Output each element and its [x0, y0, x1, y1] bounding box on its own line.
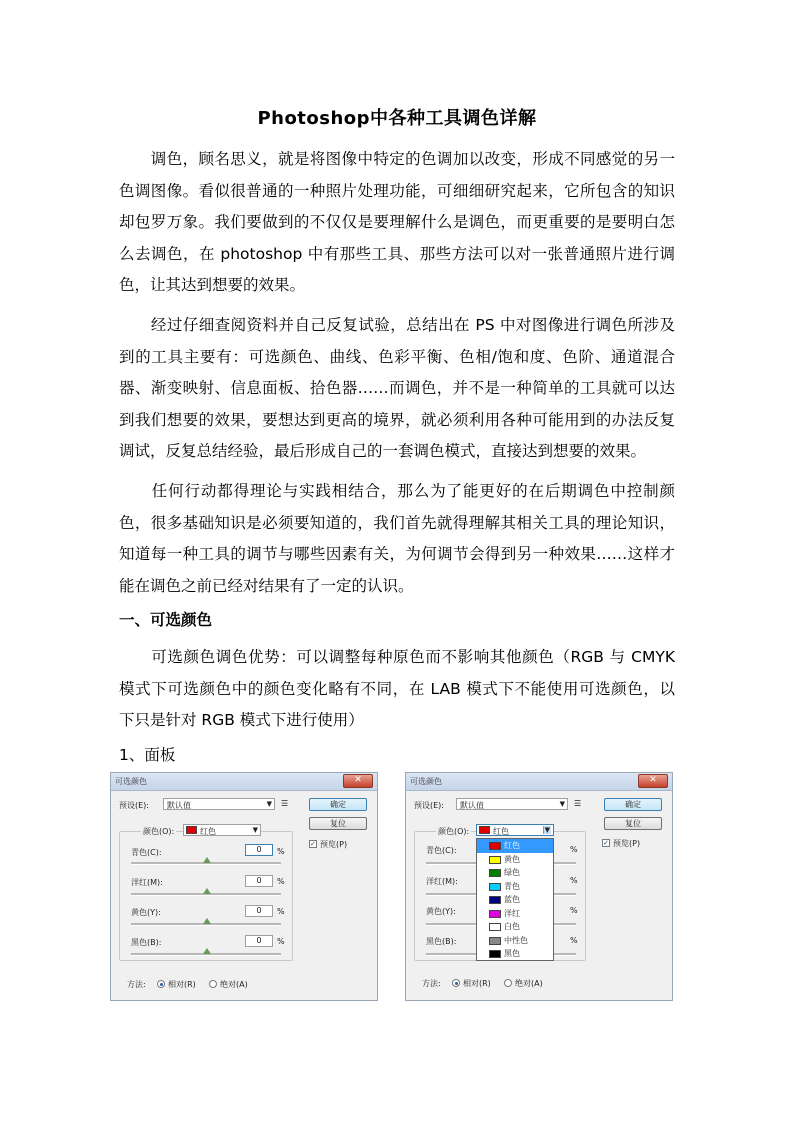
black-label: 黑色(B): — [131, 938, 162, 947]
preview-checkbox[interactable]: ✓ — [603, 839, 609, 847]
colors-value: 红色 — [200, 827, 216, 836]
text-line: 经过仔细查阅资料并自己反复试验，总结出在 PS 中对图像进行调色所涉及 — [119, 316, 675, 334]
swatch-icon — [489, 856, 501, 864]
colors-select[interactable] — [476, 824, 554, 836]
reset-button[interactable]: 复位 — [604, 817, 662, 830]
ok-button[interactable]: 确定 — [604, 798, 662, 811]
text-line: 到我们想要的效果，要想达到更高的境界，就必须利用各种可能用到的办法反复 — [119, 410, 675, 429]
text-line: 色调图像。看似很普通的一种照片处理功能，可细细研究起来，它所包含的知识 — [119, 181, 675, 200]
red-swatch — [186, 826, 197, 834]
percent-sign: % — [277, 907, 285, 916]
percent-sign: % — [570, 876, 578, 885]
percent-sign: % — [570, 845, 578, 854]
percent-sign: % — [277, 847, 285, 856]
preset-select[interactable] — [456, 798, 568, 810]
option-label: 黄色 — [504, 854, 520, 864]
cyan-slider-thumb[interactable] — [203, 857, 211, 863]
swatch-icon — [489, 950, 501, 958]
selective-color-dialog-left — [110, 772, 378, 1001]
selective-color-dialog-right — [405, 772, 673, 1001]
option-label: 红色 — [504, 841, 520, 850]
dialog-title: 可选颜色 — [410, 777, 442, 786]
preset-options-icon[interactable]: ☰ — [574, 799, 582, 808]
black-slider-thumb[interactable] — [203, 948, 211, 954]
preset-label: 预设(E): — [119, 801, 149, 810]
magenta-label: 洋红(M): — [426, 877, 458, 886]
document-title: Photoshop中各种工具调色详解 — [257, 108, 537, 129]
dropdown-option-yellow[interactable] — [477, 853, 553, 867]
dropdown-option-blue[interactable] — [477, 893, 553, 907]
text-line: 能在调色之前已经对结果有了一定的认识。 — [119, 576, 414, 595]
colors-label: 颜色(O): — [438, 827, 470, 836]
text-line: 下只是针对 RGB 模式下进行使用） — [119, 711, 364, 729]
chevron-down-icon: ▼ — [266, 800, 272, 808]
dropdown-option-black[interactable] — [477, 947, 553, 961]
preset-options-icon[interactable]: ☰ — [281, 799, 289, 808]
text-line: 知道每一种工具的调节与哪些因素有关，为何调节会得到另一种效果……这样才 — [119, 545, 675, 563]
swatch-icon — [489, 910, 501, 918]
absolute-label: 绝对(A) — [515, 979, 543, 988]
subsection-heading: 1、面板 — [119, 746, 176, 764]
chevron-down-icon: ▼ — [559, 800, 565, 808]
cyan-label: 青色(C): — [131, 848, 162, 857]
text-line: 器、渐变映射、信息面板、拾色器……而调色，并不是一种简单的工具就可以达 — [119, 379, 675, 397]
close-icon[interactable]: ✕ — [638, 774, 668, 788]
absolute-radio[interactable] — [504, 979, 512, 987]
dialog-title-bar — [111, 773, 377, 791]
paragraph-theory — [119, 476, 675, 602]
black-input[interactable]: 0 — [245, 935, 273, 947]
swatch-icon — [489, 896, 501, 904]
relative-radio[interactable] — [452, 979, 460, 987]
text-line: 模式下可选颜色中的颜色变化略有不同，在 LAB 模式下不能使用可选颜色，以 — [119, 679, 675, 698]
swatch-icon — [489, 842, 501, 850]
paragraph-intro — [119, 144, 675, 302]
option-label: 青色 — [504, 881, 520, 891]
text-line: 到的工具主要有：可选颜色、曲线、色彩平衡、色相/饱和度、色阶、通道混合 — [119, 347, 675, 366]
dropdown-option-neutral[interactable] — [477, 934, 553, 948]
dropdown-option-red[interactable] — [477, 839, 553, 853]
method-label: 方法: — [127, 980, 146, 989]
dialog-title-bar — [406, 773, 672, 791]
option-label: 中性色 — [504, 935, 528, 945]
relative-label: 相对(R) — [168, 980, 196, 989]
red-swatch — [479, 826, 490, 834]
option-label: 白色 — [504, 922, 520, 931]
text-line: 任何行动都得理论与实践相结合，那么为了能更好的在后期调色中控制颜 — [119, 482, 675, 500]
ok-button[interactable]: 确定 — [309, 798, 367, 811]
magenta-slider-thumb[interactable] — [203, 888, 211, 894]
colors-select[interactable] — [183, 824, 261, 836]
text-line: 么去调色，在 photoshop 中有那些工具、那些方法可以对一张普通照片进行调 — [119, 244, 675, 263]
chevron-down-icon: ▼ — [252, 826, 258, 834]
text-line: 色，让其达到想要的效果。 — [119, 276, 306, 294]
swatch-icon — [489, 883, 501, 891]
dropdown-option-cyan[interactable] — [477, 880, 553, 894]
black-label: 黑色(B): — [426, 937, 457, 946]
yellow-label: 黄色(Y): — [426, 907, 456, 916]
text-line: 调试，反复总结经验，最后形成自己的一套调色模式，直接达到想要的效果。 — [119, 442, 647, 460]
option-label: 黑色 — [504, 949, 520, 958]
percent-sign: % — [277, 937, 285, 946]
yellow-label: 黄色(Y): — [131, 908, 161, 917]
text-line: 调色，顾名思义，就是将图像中特定的色调加以改变，形成不同感觉的另一 — [119, 150, 675, 168]
option-label: 绿色 — [504, 868, 520, 877]
preset-select[interactable] — [163, 798, 275, 810]
percent-sign: % — [570, 936, 578, 945]
relative-radio[interactable] — [157, 980, 165, 988]
preset-value: 默认值 — [460, 801, 484, 810]
dropdown-option-white[interactable] — [477, 920, 553, 934]
preview-label: 预览(P) — [613, 839, 641, 848]
dropdown-option-magenta[interactable] — [477, 907, 553, 921]
close-icon[interactable]: ✕ — [343, 774, 373, 788]
magenta-label: 洋红(M): — [131, 878, 163, 887]
magenta-input[interactable]: 0 — [245, 875, 273, 887]
paragraph-tools — [119, 310, 675, 468]
option-label: 洋红 — [504, 908, 520, 918]
text-line: 色，很多基础知识是必须要知道的，我们首先就得理解其相关工具的理论知识， — [119, 513, 675, 532]
dropdown-option-green[interactable] — [477, 866, 553, 880]
reset-button[interactable]: 复位 — [309, 817, 367, 830]
cyan-input[interactable]: 0 — [245, 844, 273, 856]
yellow-input[interactable]: 0 — [245, 905, 273, 917]
text-line: 可选颜色调色优势：可以调整每种原色而不影响其他颜色（RGB 与 CMYK — [119, 648, 675, 666]
colors-dropdown-list — [476, 838, 554, 961]
option-label: 蓝色 — [504, 895, 520, 904]
relative-label: 相对(R) — [463, 979, 491, 988]
swatch-icon — [489, 869, 501, 877]
colors-value: 红色 — [493, 827, 509, 836]
percent-sign: % — [570, 906, 578, 915]
text-line: 却包罗万象。我们要做到的不仅仅是要理解什么是调色，而更重要的是要明白怎 — [119, 213, 675, 231]
absolute-radio[interactable] — [209, 980, 217, 988]
swatch-icon — [489, 923, 501, 931]
absolute-label: 绝对(A) — [220, 980, 248, 989]
preview-checkbox[interactable]: ✓ — [310, 840, 316, 848]
paragraph-selective-color — [119, 642, 675, 737]
colors-label: 颜色(O): — [143, 827, 175, 836]
chevron-down-icon: ▼ — [544, 826, 550, 834]
yellow-slider-thumb[interactable] — [203, 918, 211, 924]
method-label: 方法: — [422, 979, 441, 988]
preview-label: 预览(P) — [320, 840, 348, 849]
swatch-icon — [489, 937, 501, 945]
percent-sign: % — [277, 877, 285, 886]
cyan-label: 青色(C): — [426, 846, 457, 855]
dialog-title: 可选颜色 — [115, 777, 147, 786]
section-heading: 一、可选颜色 — [119, 611, 213, 629]
preset-value: 默认值 — [167, 801, 191, 810]
preset-label: 预设(E): — [414, 801, 444, 810]
